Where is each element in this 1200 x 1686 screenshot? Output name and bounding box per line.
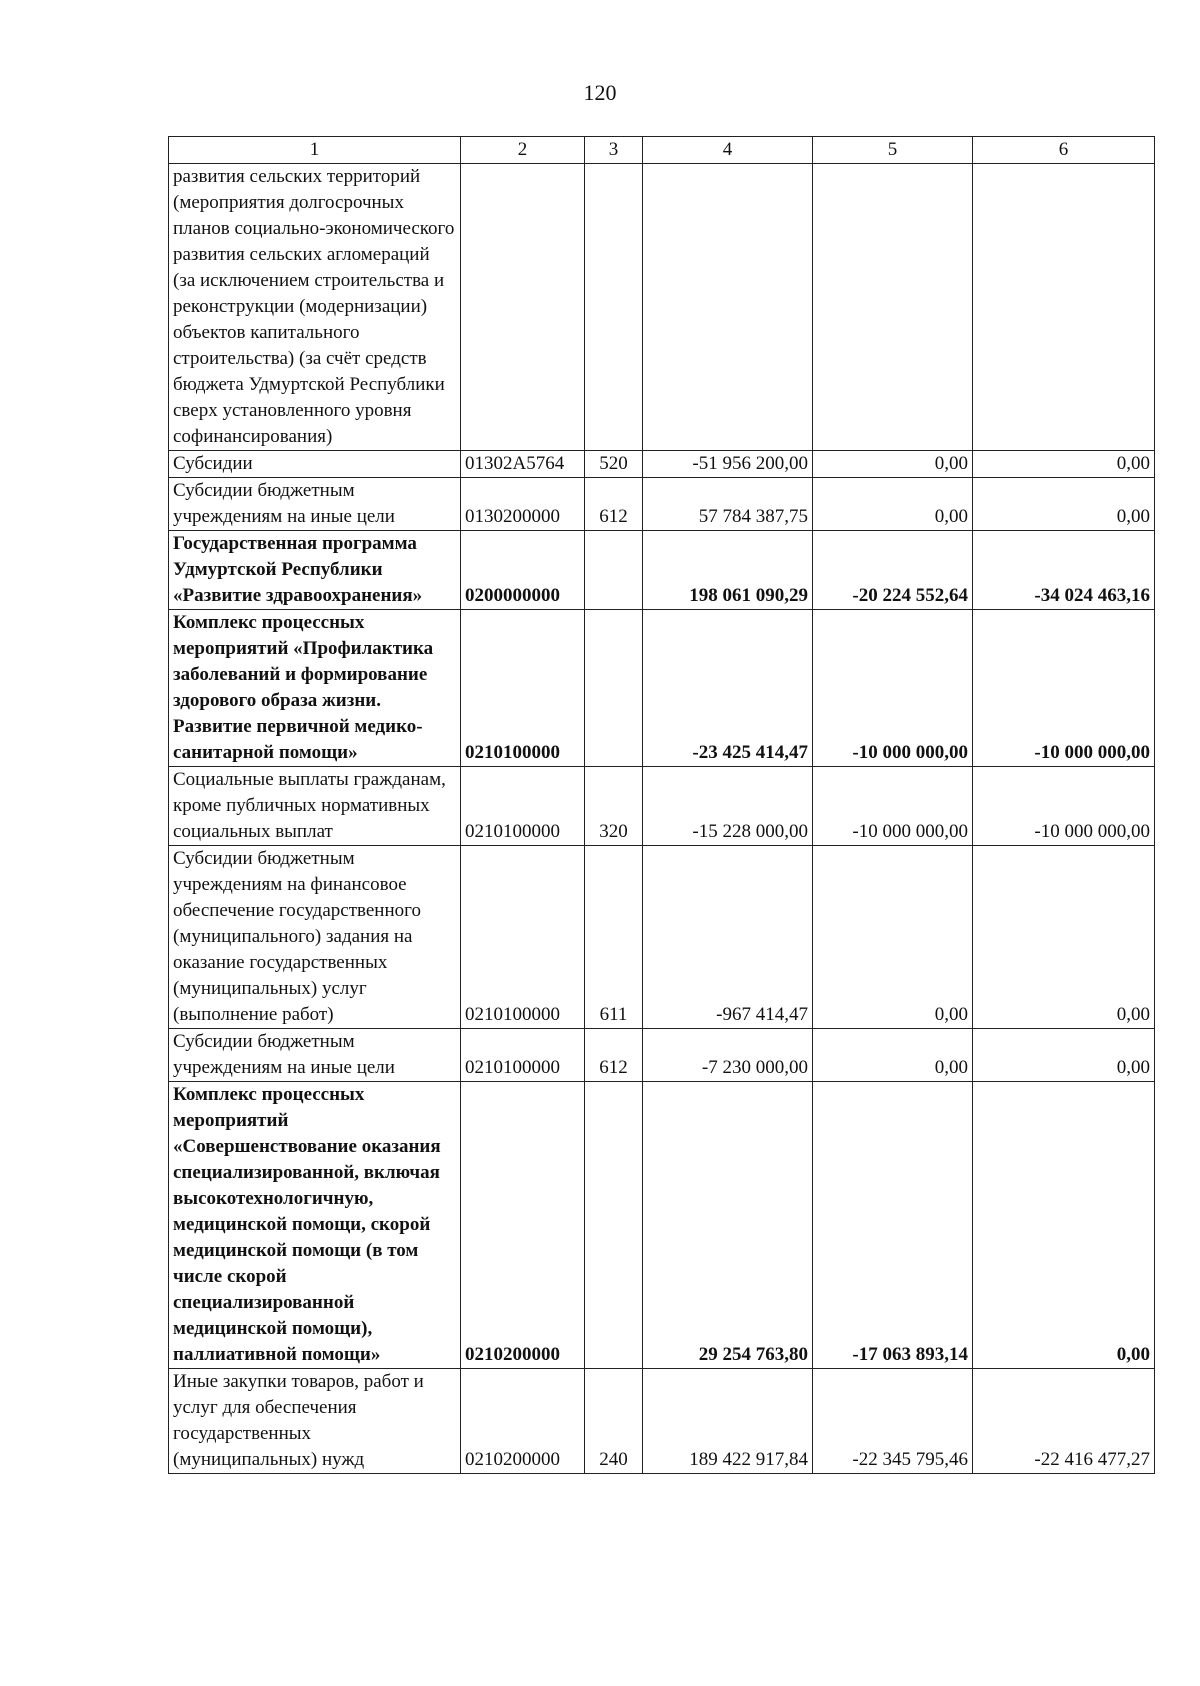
row-value-col5: -22 345 795,46	[813, 1369, 973, 1474]
row-expense-type	[585, 531, 643, 610]
row-value-col5: 0,00	[813, 451, 973, 478]
row-value-col6: -22 416 477,27	[973, 1369, 1155, 1474]
table-row	[169, 478, 1155, 531]
table-row	[169, 610, 1155, 767]
table-row	[169, 531, 1155, 610]
row-name: Иные закупки товаров, работ и услуг для обеспечения государственных (муниципальных) нужд	[169, 1369, 461, 1474]
table-row	[169, 1369, 1155, 1474]
row-value-col5: -10 000 000,00	[813, 767, 973, 846]
header-col-5: 5	[813, 137, 973, 164]
row-value-col6: 0,00	[973, 1029, 1155, 1082]
row-name: Субсидии бюджетным учреждениям на финансовое обеспечение государственного (муниципального) задания на оказание государственных (муниципальных) услуг (выполнение работ)	[169, 846, 461, 1029]
row-value-col5: -17 063 893,14	[813, 1082, 973, 1369]
row-value-col4: -15 228 000,00	[643, 767, 813, 846]
row-value-col5: -20 224 552,64	[813, 531, 973, 610]
row-value-col6: -10 000 000,00	[973, 767, 1155, 846]
row-code: 0210100000	[461, 767, 585, 846]
table-row	[169, 1029, 1155, 1082]
row-expense-type: 320	[585, 767, 643, 846]
row-code: 0210100000	[461, 846, 585, 1029]
row-code: 0130200000	[461, 478, 585, 531]
row-value-col4: -967 414,47	[643, 846, 813, 1029]
row-name: Государственная программа Удмуртской Республики «Развитие здравоохранения»	[169, 531, 461, 610]
row-code	[461, 164, 585, 451]
row-expense-type: 612	[585, 478, 643, 531]
row-name: Комплекс процессных мероприятий «Профилактика заболеваний и формирование здорового образа жизни. Развитие первичной медико-санитарной помощи»	[169, 610, 461, 767]
row-name: Субсидии	[169, 451, 461, 478]
row-value-col6: 0,00	[973, 846, 1155, 1029]
header-col-2: 2	[461, 137, 585, 164]
table-row	[169, 767, 1155, 846]
header-col-6: 6	[973, 137, 1155, 164]
page-number: 120	[583, 80, 617, 105]
row-code: 01302A5764	[461, 451, 585, 478]
row-code: 0210200000	[461, 1369, 585, 1474]
row-expense-type	[585, 164, 643, 451]
row-expense-type: 240	[585, 1369, 643, 1474]
row-name: развития сельских территорий (мероприятия долгосрочных планов социально-экономического развития сельских агломераций (за исключением строительства и реконструкции (модернизации) объектов капитального строительства) (за счёт средств бюджета Удмуртской Республики сверх установленного уровня софинансирования)	[169, 164, 461, 451]
budget-table	[168, 136, 1155, 1474]
row-name: Субсидии бюджетным учреждениям на иные цели	[169, 1029, 461, 1082]
row-value-col5: -10 000 000,00	[813, 610, 973, 767]
row-value-col6: -34 024 463,16	[973, 531, 1155, 610]
row-value-col5: 0,00	[813, 846, 973, 1029]
row-expense-type	[585, 610, 643, 767]
table-row	[169, 451, 1155, 478]
row-value-col4	[643, 164, 813, 451]
row-value-col4: 198 061 090,29	[643, 531, 813, 610]
row-value-col4: 57 784 387,75	[643, 478, 813, 531]
row-name: Комплекс процессных мероприятий «Совершенствование оказания специализированной, включая высокотехнологичную, медицинской помощи, скорой медицинской помощи (в том числе скорой специализированной медицинской помощи), паллиативной помощи»	[169, 1082, 461, 1369]
header-col-3: 3	[585, 137, 643, 164]
row-name: Субсидии бюджетным учреждениям на иные цели	[169, 478, 461, 531]
row-expense-type: 611	[585, 846, 643, 1029]
row-value-col4: -23 425 414,47	[643, 610, 813, 767]
header-col-4: 4	[643, 137, 813, 164]
row-expense-type: 520	[585, 451, 643, 478]
row-value-col6: -10 000 000,00	[973, 610, 1155, 767]
table-row	[169, 164, 1155, 451]
table-row	[169, 1082, 1155, 1369]
row-value-col5: 0,00	[813, 1029, 973, 1082]
row-expense-type: 612	[585, 1029, 643, 1082]
row-value-col4: 189 422 917,84	[643, 1369, 813, 1474]
row-value-col4: -7 230 000,00	[643, 1029, 813, 1082]
row-expense-type	[585, 1082, 643, 1369]
row-value-col6: 0,00	[973, 478, 1155, 531]
row-code: 0210100000	[461, 610, 585, 767]
row-value-col4: 29 254 763,80	[643, 1082, 813, 1369]
row-value-col5: 0,00	[813, 478, 973, 531]
row-code: 0210200000	[461, 1082, 585, 1369]
header-row	[169, 137, 1155, 164]
row-code: 0200000000	[461, 531, 585, 610]
row-value-col6	[973, 164, 1155, 451]
row-value-col6: 0,00	[973, 451, 1155, 478]
row-value-col5	[813, 164, 973, 451]
table-row	[169, 846, 1155, 1029]
row-name: Социальные выплаты гражданам, кроме публичных нормативных социальных выплат	[169, 767, 461, 846]
row-code: 0210100000	[461, 1029, 585, 1082]
header-col-1: 1	[169, 137, 461, 164]
row-value-col6: 0,00	[973, 1082, 1155, 1369]
row-value-col4: -51 956 200,00	[643, 451, 813, 478]
